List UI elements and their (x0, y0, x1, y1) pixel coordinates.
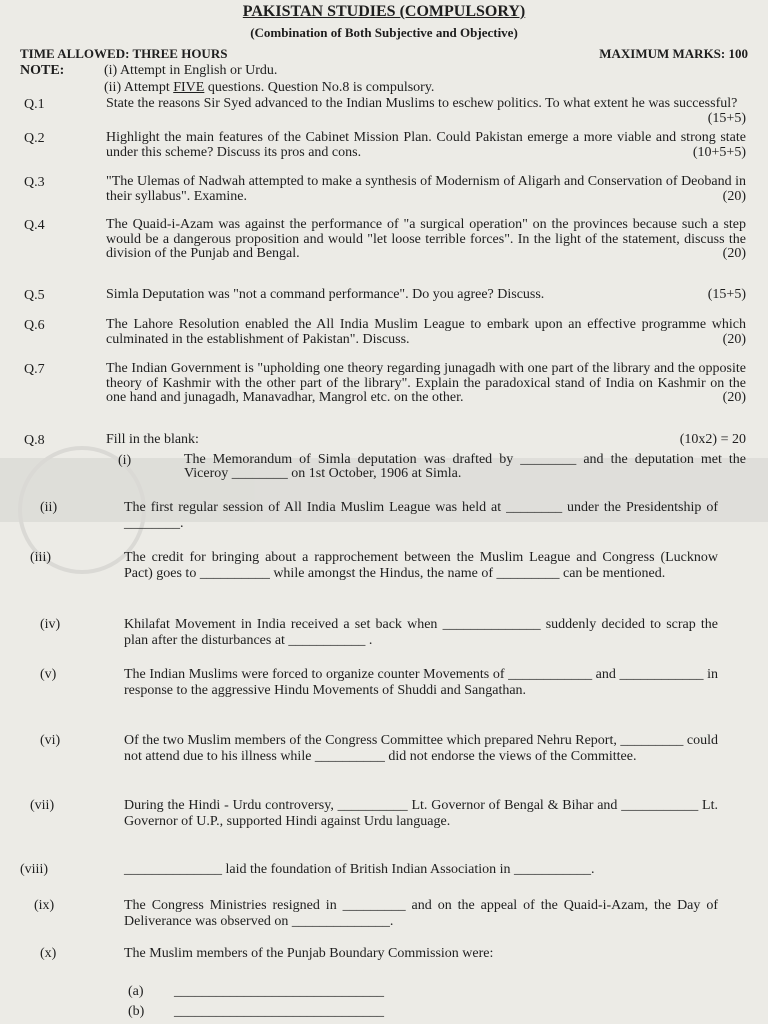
question-number: Q.7 (24, 362, 45, 377)
blank-text: During the Hindi - Urdu controversy, __________ Lt. Governor of Bengal & Bihar and ___________ Lt. Governor of U.P., supported Hindi against Urdu language. (124, 798, 718, 829)
question-number: Q.8 (24, 433, 45, 448)
question-body: Fill in the blank: (106, 432, 199, 447)
question-number: Q.6 (24, 318, 45, 333)
blank-number: (viii) (20, 862, 48, 877)
blank-number: (iv) (40, 617, 61, 632)
blank-number: (ii) (40, 500, 58, 515)
question-text (106, 218, 746, 262)
question-marks: (15+5) (707, 110, 746, 126)
question-text (106, 318, 746, 347)
question-text (106, 97, 746, 126)
blank-text: The first regular session of All India Muslim League was held at ________ under the Presidentship of ________. (124, 500, 718, 531)
blank-text: The Indian Muslims were forced to organize counter Movements of ____________ and ____________ in response to the aggressive Hindu Movements of Shuddi and Sangathan. (124, 667, 718, 698)
question-marks: (20) (722, 331, 746, 347)
question-number: Q.2 (24, 131, 45, 146)
question-text (106, 362, 746, 406)
question-marks: (10x2) = 20 (679, 432, 746, 447)
question-body: The Indian Government is "upholding one theory regarding junagadh with one part of the library and the opposite theory of Kashmir with the other part of the library". Explain the paradoxical stand of India on Kashmir on the one hand and junagadh, Manavadhar, Mangrol etc. on the other. (106, 361, 746, 405)
blank-text: The Memorandum of Simla deputation was drafted by ________ and the deputation met the Viceroy ________ on 1st October, 1906 at Simla. (184, 452, 746, 481)
question-body: Simla Deputation was "not a command performance". Do you agree? Discuss. (106, 287, 545, 302)
question-number: Q.3 (24, 175, 45, 190)
page-subtitle: (Combination of Both Subjective and Objective) (250, 25, 518, 40)
note-line-2-post: questions. Question No.8 is compulsory. (204, 80, 435, 95)
blank-number: (ix) (34, 898, 55, 913)
blank-text: The Muslim members of the Punjab Boundary Commission were: (124, 946, 494, 961)
note-line-2-emphasis: FIVE (173, 80, 205, 95)
question-marks: (10+5+5) (692, 144, 746, 160)
option-label: (a) (128, 984, 144, 999)
blank-number: (v) (40, 667, 57, 682)
question-body: "The Ulemas of Nadwah attempted to make a synthesis of Modernism of Aligarh and Conservation of Deoband in their syllabus". Examine. (106, 174, 746, 204)
blank-text: ______________ laid the foundation of British Indian Association in ___________. (124, 862, 595, 877)
question-text (106, 288, 746, 303)
blank-number: (vii) (30, 798, 55, 813)
blank-number: (i) (118, 453, 132, 468)
maximum-marks: MAXIMUM MARKS: 100 (599, 46, 748, 61)
question-marks: (20) (722, 390, 746, 405)
blank-text: Of the two Muslim members of the Congress Committee which prepared Nehru Report, _________ could not attend due to his illness while __________ did not endorse the views of the Committee. (124, 733, 718, 764)
question-body: State the reasons Sir Syed advanced to the Indian Muslims to eschew politics. To what extent he was successful? (106, 96, 738, 111)
question-marks: (20) (722, 246, 746, 261)
option-blank-line: ______________________________ (174, 1004, 384, 1019)
question-number: Q.1 (24, 97, 45, 112)
page-title: PAKISTAN STUDIES (COMPULSORY) (242, 3, 526, 20)
question-marks: (20) (722, 188, 746, 204)
note-line-2 (104, 80, 434, 96)
question-body: The Lahore Resolution enabled the All India Muslim League to embark upon an effective programme which culminated in the establishment of Pakistan". Discuss. (106, 317, 746, 347)
note-line-1: (i) Attempt in English or Urdu. (104, 63, 278, 78)
question-number: Q.5 (24, 288, 45, 303)
option-label: (b) (128, 1004, 145, 1019)
note-line-2-pre: (ii) Attempt (104, 80, 174, 95)
question-body: Highlight the main features of the Cabinet Mission Plan. Could Pakistan emerge a more viable and strong state under this scheme? Discuss its pros and cons. (106, 130, 746, 160)
blank-number: (x) (40, 946, 57, 961)
blank-text: Khilafat Movement in India received a set back when ______________ suddenly decided to scrap the plan after the disturbances at ___________ . (124, 617, 718, 648)
question-marks: (15+5) (707, 287, 746, 302)
question-body: The Quaid-i-Azam was against the performance of "a surgical operation" on the provinces because such a step would be a dangerous proposition and would "let loose terrible forces". In the light of the statement, discuss the division of the Punjab and Bengal. (106, 217, 746, 261)
question-text (106, 131, 746, 160)
question-number: Q.4 (24, 218, 45, 233)
question-text (106, 433, 746, 448)
option-blank-line: ______________________________ (174, 984, 384, 999)
time-allowed: TIME ALLOWED: THREE HOURS (20, 46, 228, 61)
note-label: NOTE: (20, 63, 65, 78)
blank-number: (iii) (30, 550, 51, 565)
blank-number: (vi) (40, 733, 61, 748)
question-text (106, 175, 746, 204)
blank-text: The Congress Ministries resigned in _________ and on the appeal of the Quaid-i-Azam, the Day of Deliverance was observed on ______________. (124, 898, 718, 929)
blank-text: The credit for bringing about a rapprochement between the Muslim League and Congress (Lucknow Pact) goes to __________ while amongst the Hindus, the name of _________ can be mentioned. (124, 550, 718, 581)
